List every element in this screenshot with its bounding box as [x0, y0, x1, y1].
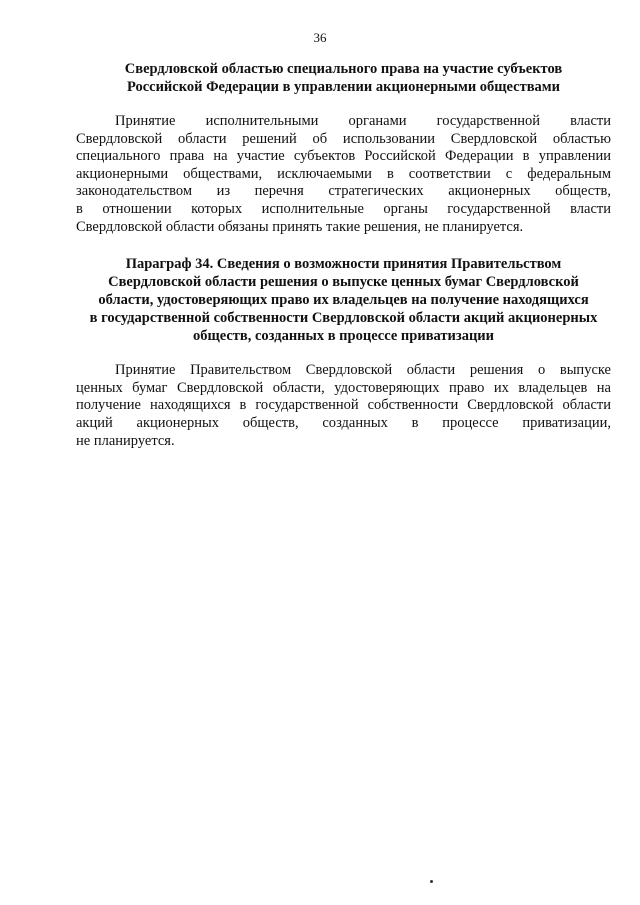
paragraph-line: законодательством из перечня стратегических акционерных обществ,: [76, 183, 611, 200]
paragraph-1: [76, 113, 611, 236]
paragraph-line: акционерными обществами, исключаемыми в соответствии с федеральным: [76, 165, 611, 182]
paragraph-line: получение находящихся в государственной собственности Свердловской области: [76, 397, 611, 414]
paragraph-line: Свердловской области решений об использовании Свердловской областью: [76, 130, 611, 147]
heading-line: в государственной собственности Свердловской области акций акционерных: [89, 310, 598, 327]
heading-line: области, удостоверяющих право их владельцев на получение находящихся: [98, 292, 589, 309]
footer-mark: [430, 880, 433, 883]
paragraph-line: ценных бумаг Свердловской области, удостоверяющих право их владельцев на: [76, 379, 611, 396]
heading-line: обществ, созданных в процессе приватизации: [192, 328, 495, 345]
heading-line: Свердловской области решения о выпуске ценных бумаг Свердловской: [108, 274, 579, 291]
heading-line: Параграф 34. Сведения о возможности принятия Правительством: [125, 256, 562, 273]
heading-line: Свердловской областью специального права на участие субъектов: [124, 61, 563, 77]
section-heading-1: [76, 60, 611, 96]
paragraph-line: Принятие Правительством Свердловской области решения о выпуске: [115, 362, 611, 379]
section-heading-2: [76, 255, 611, 345]
paragraph-line: не планируется.: [76, 432, 175, 449]
paragraph-2: [76, 362, 611, 450]
paragraph-line: Свердловской области обязаны принять такие решения, не планируется.: [76, 218, 524, 235]
heading-line: Российской Федерации в управлении акционерными обществами: [126, 79, 561, 95]
document-content: [76, 60, 611, 450]
paragraph-line: Принятие исполнительными органами государственной власти: [115, 113, 611, 129]
paragraph-line: акций акционерных обществ, созданных в процессе приватизации,: [76, 414, 611, 431]
paragraph-line: специального права на участие субъектов Российской Федерации в управлении: [76, 148, 611, 165]
paragraph-line: в отношении которых исполнительные органы государственной власти: [76, 200, 611, 217]
page-number: 36: [313, 30, 327, 45]
